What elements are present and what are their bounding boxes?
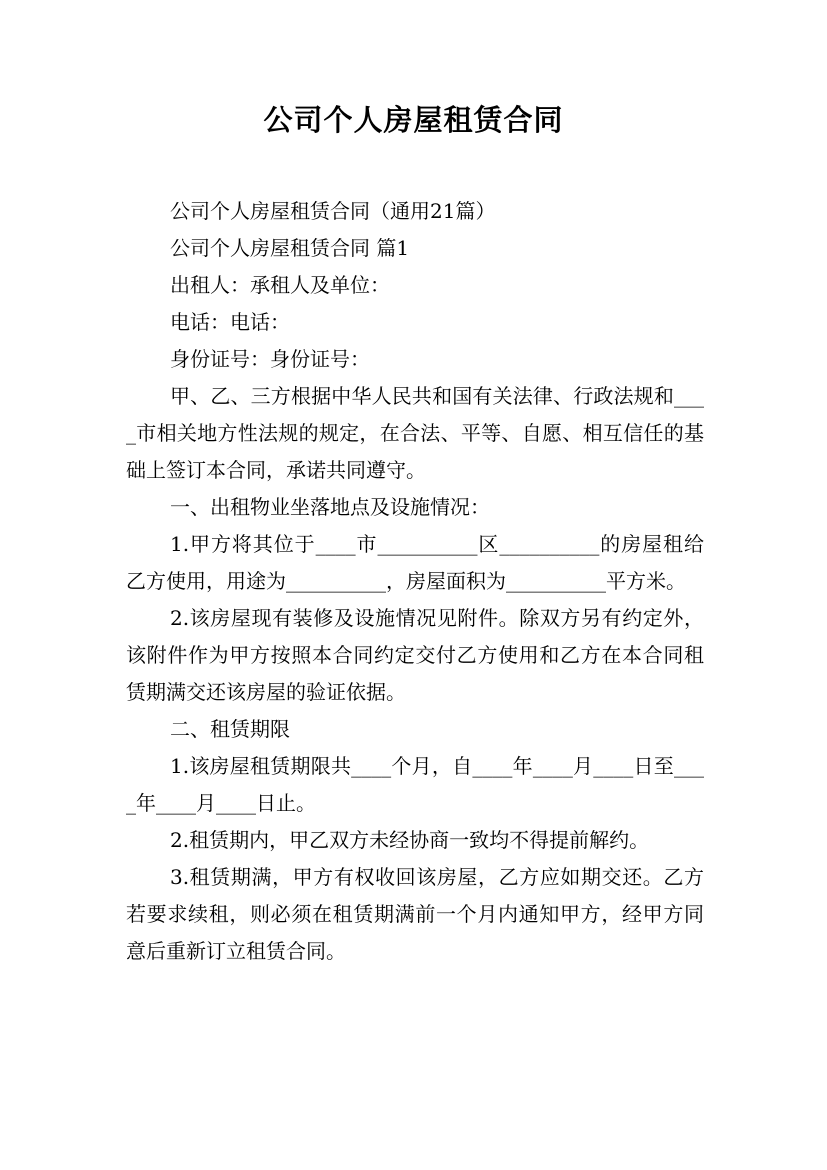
paragraph-clause-2-2: 2.租赁期内，甲乙双方未经协商一致均不得提前解约。 (170, 828, 650, 852)
paragraph-subtitle: 公司个人房屋租赁合同（通用21篇） (170, 199, 496, 223)
paragraph-clause-2-heading: 二、租赁期限 (170, 717, 290, 741)
paragraph-clause-1-heading: 一、出租物业坐落地点及设施情况： (170, 495, 490, 519)
paragraph-clause-1-2: 2.该房屋现有装修及设施情况见附件。除双方另有约定外，该附件作为甲方按照本合同约定交付乙方使用和乙方在本合同租赁期满交还该房屋的验证依据。 (126, 606, 704, 704)
paragraph-clause-2-1: 1.该房屋租赁期限共____个月，自____年____月____日至____年____月____日止。 (126, 754, 704, 815)
paragraph-parties: 出租人：承租人及单位： (170, 273, 390, 297)
paragraph-preamble: 甲、乙、三方根据中华人民共和国有关法律、行政法规和____市相关地方性法规的规定，在合法、平等、自愿、相互信任的基础上签订本合同，承诺共同遵守。 (126, 384, 704, 482)
document-title: 公司个人房屋租赁合同 (263, 103, 564, 137)
paragraph-clause-1-1: 1.甲方将其位于____市__________区__________的房屋租给乙方使用，用途为__________，房屋面积为__________平方米。 (126, 532, 704, 593)
paragraph-clause-2-3: 3.租赁期满，甲方有权收回该房屋，乙方应如期交还。乙方若要求续租，则必须在租赁期满前一个月内通知甲方，经甲方同意后重新订立租赁合同。 (126, 865, 704, 963)
document-body (126, 193, 704, 970)
paragraph-phone: 电话：电话： (170, 310, 290, 334)
paragraph-section-heading: 公司个人房屋租赁合同 篇1 (170, 236, 410, 260)
paragraph-id-number: 身份证号：身份证号： (170, 347, 370, 371)
